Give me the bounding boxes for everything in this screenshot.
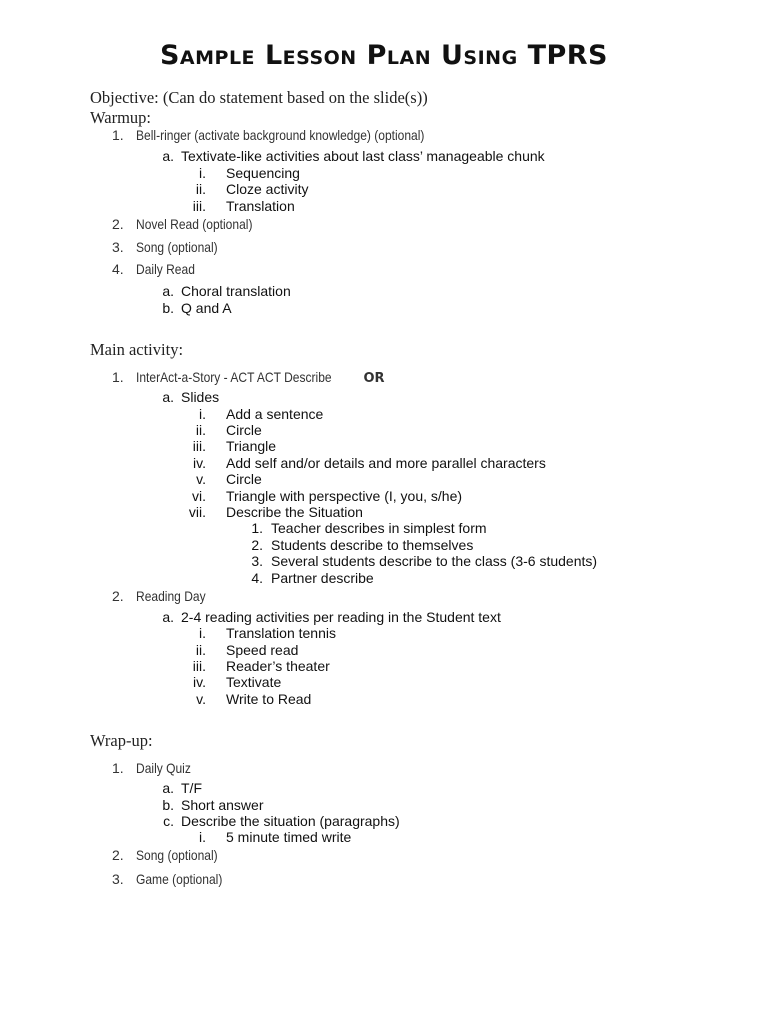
list-item-label: Song (optional): [136, 239, 218, 255]
list-item: [162, 797, 264, 813]
list-number: 1.: [112, 760, 124, 776]
list-marker: 2.: [251, 537, 263, 553]
list-item-label: 5 minute timed write: [226, 829, 352, 845]
list-item: [112, 261, 204, 277]
list-item-label: Circle: [226, 422, 262, 438]
list-item: [112, 871, 236, 887]
list-item-label: Translation: [226, 198, 295, 214]
list-item-label: Triangle with perspective (I, you, s/he): [226, 488, 463, 504]
list-item-label: Daily Quiz: [136, 760, 191, 776]
list-item: [192, 438, 277, 454]
list-item-label: Several students describe to the class (3-6 students): [271, 553, 598, 569]
list-item: [112, 127, 471, 143]
list-item-label: Slides: [181, 389, 220, 405]
list-item-label: Teacher describes in simplest form: [271, 520, 487, 536]
list-marker: a.: [162, 148, 174, 164]
list-marker: v.: [196, 471, 206, 487]
list-item-label: Speed read: [226, 642, 299, 658]
list-item-label: InterAct-a-Story - ACT ACT Describe: [136, 369, 332, 385]
list-item: [192, 658, 330, 674]
list-marker: b.: [162, 300, 174, 316]
list-number: 2.: [112, 216, 124, 232]
list-item: [163, 813, 400, 829]
list-item-label: 2-4 reading activities per reading in the Student text: [181, 609, 501, 625]
list-marker: 1.: [251, 520, 263, 536]
list-marker: 3.: [251, 553, 263, 569]
list-item-label: Short answer: [181, 797, 264, 813]
list-item-label: Song (optional): [136, 847, 218, 863]
page-title: Sample Lesson Plan Using TPRS: [159, 40, 609, 71]
list-marker: c.: [163, 813, 174, 829]
list-item: [251, 537, 474, 553]
list-item-label: Cloze activity: [226, 181, 309, 197]
list-item: [112, 369, 385, 386]
list-item: [199, 406, 324, 422]
list-item: [192, 488, 463, 504]
list-item-label: Add a sentence: [226, 406, 324, 422]
list-item-label: Textivate: [226, 674, 282, 690]
list-number: 1.: [112, 369, 124, 385]
list-item-label: Choral translation: [181, 283, 291, 299]
list-item: [199, 165, 300, 181]
list-item: [112, 847, 231, 863]
list-item-label: Q and A: [181, 300, 232, 316]
list-item: [195, 422, 262, 438]
list-marker: vi.: [192, 488, 206, 504]
list-item-label: Sequencing: [226, 165, 300, 181]
warmup-heading: Warmup:: [90, 108, 151, 127]
list-item-label: Translation tennis: [226, 625, 336, 641]
list-item: [162, 283, 291, 299]
list-marker: vii.: [188, 504, 206, 520]
list-item: [162, 609, 501, 625]
list-number: 2.: [112, 847, 124, 863]
list-marker: iii.: [192, 658, 206, 674]
wrap-up-heading: Wrap-up:: [90, 731, 153, 750]
list-marker: b.: [162, 797, 174, 813]
list-item: [195, 642, 299, 658]
list-item: [192, 198, 295, 214]
list-item: [251, 520, 487, 536]
list-item: [199, 829, 352, 845]
list-item: [193, 455, 546, 471]
list-marker: v.: [196, 691, 206, 707]
list-item: [199, 625, 336, 641]
list-item-label: Reader’s theater: [226, 658, 330, 674]
list-marker: i.: [199, 406, 206, 422]
list-item-label: Reading Day: [136, 588, 206, 604]
list-number: 2.: [112, 588, 124, 604]
list-marker: i.: [199, 625, 206, 641]
list-item: [195, 181, 309, 197]
list-item-label: Circle: [226, 471, 262, 487]
list-item: [193, 674, 282, 690]
list-marker: iii.: [192, 198, 206, 214]
list-item: [251, 570, 374, 586]
list-marker: i.: [199, 829, 206, 845]
list-item-label: Write to Read: [226, 691, 312, 707]
list-number: 1.: [112, 127, 124, 143]
list-item-label: Game (optional): [136, 871, 223, 887]
list-item-label: Describe the Situation: [226, 504, 363, 520]
list-item: [251, 553, 598, 569]
list-item-label: Students describe to themselves: [271, 537, 474, 553]
list-item: [162, 148, 545, 164]
list-marker: ii.: [195, 642, 206, 658]
list-item: [112, 216, 271, 232]
list-marker: i.: [199, 165, 206, 181]
list-item-label: Daily Read: [136, 261, 195, 277]
list-marker: a.: [162, 389, 174, 405]
list-marker: 4.: [251, 570, 263, 586]
list-item: [196, 691, 312, 707]
list-item-label: Partner describe: [271, 570, 374, 586]
list-item: [188, 504, 363, 520]
list-marker: a.: [162, 780, 174, 796]
list-marker: a.: [162, 283, 174, 299]
list-item-label: Describe the situation (paragraphs): [181, 813, 400, 829]
list-item-label: T/F: [181, 780, 202, 796]
list-item: [162, 780, 202, 796]
list-item: [162, 300, 232, 316]
list-item-label: Novel Read (optional): [136, 216, 253, 232]
list-item-label: Add self and/or details and more parallel characters: [226, 455, 546, 471]
main-activity-heading: Main activity:: [90, 340, 184, 359]
list-marker: iii.: [192, 438, 206, 454]
list-item-label: Bell-ringer (activate background knowledge) (optional): [136, 127, 425, 143]
list-item: [196, 471, 262, 487]
or-label: OR: [363, 371, 385, 386]
list-item-label: Triangle: [226, 438, 277, 454]
list-number: 3.: [112, 239, 124, 255]
list-item-label: Textivate-like activities about last class’ manageable chunk: [181, 148, 545, 164]
list-item: [112, 239, 231, 255]
list-marker: ii.: [195, 181, 206, 197]
list-marker: iv.: [193, 674, 206, 690]
list-marker: a.: [162, 609, 174, 625]
list-number: 3.: [112, 871, 124, 887]
list-item: [162, 389, 220, 405]
objective-line: Objective: (Can do statement based on the slide(s)): [90, 88, 428, 107]
list-marker: iv.: [193, 455, 206, 471]
list-item: [112, 760, 200, 776]
list-marker: ii.: [195, 422, 206, 438]
list-item: [112, 588, 217, 604]
list-number: 4.: [112, 261, 124, 277]
